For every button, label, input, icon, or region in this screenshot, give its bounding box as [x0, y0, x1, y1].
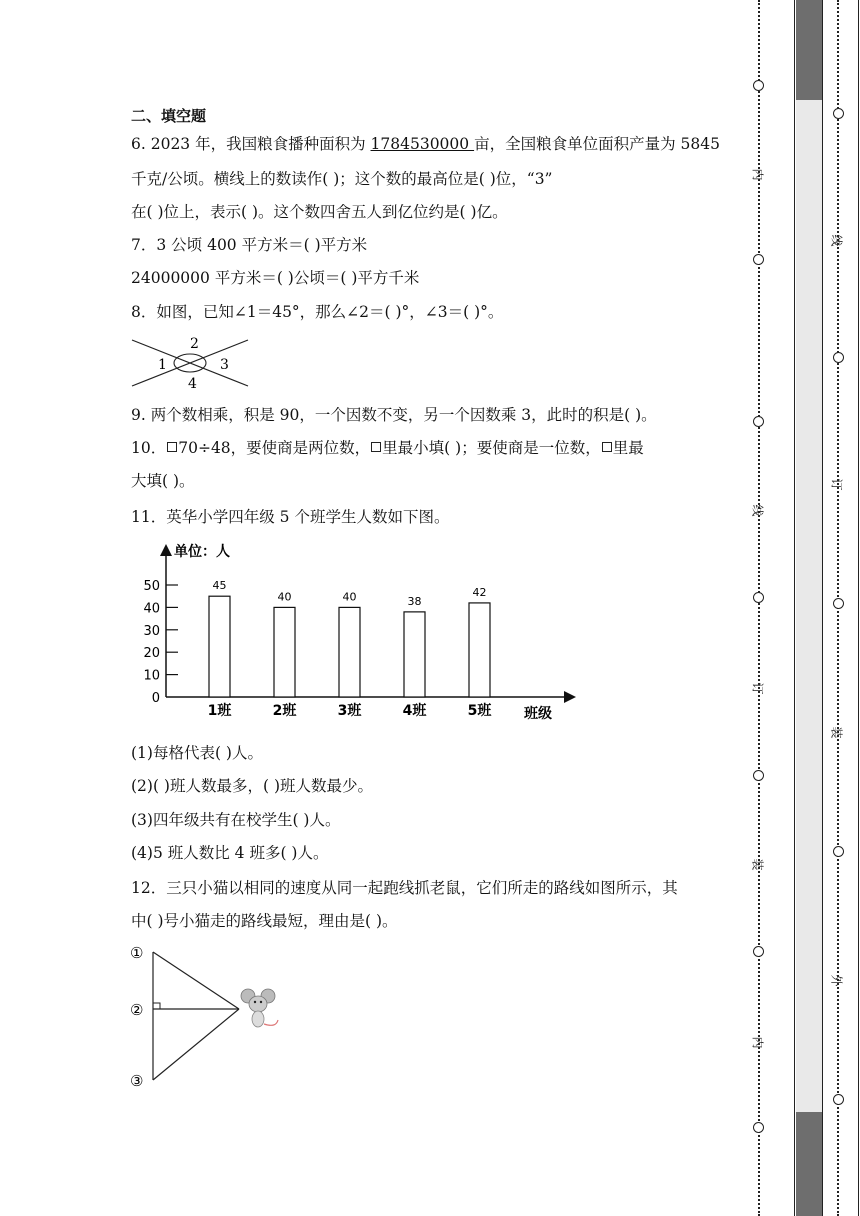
- q12-line2: 中( )号小猫走的路线最短，理由是( )。: [131, 912, 398, 930]
- q11-sub3: (3)四年级共有在校学生( )人。: [131, 811, 341, 829]
- q6-line1: [131, 134, 720, 154]
- angle-label-1: 1: [158, 357, 167, 373]
- bar-value-label: 42: [472, 585, 487, 599]
- outer-label-ding: 订: [829, 478, 844, 491]
- x-category-label: 3班: [337, 703, 362, 719]
- inner-label-nei: 内: [750, 168, 765, 181]
- binding-strip: [750, 0, 860, 1216]
- y-tick-label: 20: [143, 646, 160, 662]
- angle-label-2: 2: [190, 336, 199, 352]
- q11-sub1: (1)每格代表( )人。: [131, 744, 263, 762]
- hole-circle-icon: [753, 1122, 764, 1133]
- y-tick-label: 40: [143, 601, 160, 617]
- bar-value-label: 45: [212, 579, 227, 593]
- inner-border-line: [794, 0, 795, 1216]
- hole-circle-icon: [753, 946, 764, 957]
- angle-label-3: 3: [220, 357, 229, 373]
- blank-square-icon: [167, 442, 177, 452]
- y-tick-label: 0: [151, 691, 160, 706]
- q10-line1: [131, 438, 644, 458]
- q11-sub4: (4)5 班人数比 4 班多( )人。: [131, 844, 329, 862]
- q10-number: 10．: [131, 439, 167, 457]
- q8-line1: 8．如图，已知∠1＝45°，那么∠2＝( )°，∠3＝( )°。: [131, 303, 504, 321]
- gray-bar-bottom: [796, 1112, 822, 1216]
- hole-circle-icon: [833, 846, 844, 857]
- gray-bar-middle: [796, 100, 822, 1112]
- x-category-label: 4班: [402, 703, 427, 719]
- q10-text-d: 里最: [612, 439, 644, 457]
- angle-figure: [128, 334, 258, 392]
- q12-line1: 12．三只小猫以相同的速度从同一起跑线抓老鼠，它们所走的路线如图所示，其: [131, 879, 678, 897]
- bar-3: [339, 607, 360, 697]
- inner-label-ding: 订: [750, 682, 765, 695]
- right-edge-line: [858, 0, 859, 1216]
- inner-label-nei-2: 内: [750, 1036, 765, 1049]
- q6-line3: 在( )位上，表示( )。这个数四舍五人到亿位约是( )亿。: [131, 203, 508, 221]
- mouse-icon: [241, 989, 278, 1027]
- angle-label-4: 4: [188, 376, 197, 392]
- y-tick-label: 50: [143, 579, 160, 594]
- hole-circle-icon: [753, 254, 764, 265]
- inner-label-zhuang: 装: [750, 858, 765, 871]
- x-axis-label: 班级: [524, 706, 552, 722]
- hole-circle-icon: [833, 1094, 844, 1105]
- q11-line1: 11．英华小学四年级 5 个班学生人数如下图。: [131, 508, 450, 526]
- q6-text-a: 6. 2023 年，我国粮食播种面积为: [131, 135, 371, 153]
- outer-label-xian: 线: [829, 234, 844, 247]
- x-category-label: 2班: [272, 703, 297, 719]
- bar-value-label: 38: [407, 594, 422, 608]
- q6-underlined-number: 1784530000: [370, 135, 475, 153]
- blank-square-icon: [602, 442, 612, 452]
- q6-text-b: 亩，全国粮食单位面积产量为 5845: [474, 135, 720, 153]
- q10-text-c: 里最小填( )；要使商是一位数，: [382, 439, 601, 457]
- hole-circle-icon: [833, 108, 844, 119]
- outer-border-line: [822, 0, 823, 1216]
- bar-5: [469, 603, 490, 697]
- bar-value-label: 40: [342, 590, 357, 604]
- bar-chart: [140, 540, 580, 725]
- hole-circle-icon: [753, 80, 764, 91]
- hole-circle-icon: [753, 770, 764, 781]
- q7-line1: 7．3 公顷 400 平方米＝( )平方米: [131, 236, 368, 254]
- blank-square-icon: [371, 442, 381, 452]
- hole-circle-icon: [833, 598, 844, 609]
- inner-dotted-line: [758, 0, 760, 1216]
- y-axis-label: 单位：人: [174, 544, 230, 560]
- y-tick-label: 30: [143, 623, 160, 639]
- q10-line2: 大填( )。: [131, 472, 195, 490]
- q10-text-b: 70÷48，要使商是两位数，: [178, 439, 371, 457]
- q6-line2: 千克/公顷。横线上的数读作( )；这个数的最高位是( )位，“3”: [131, 170, 553, 188]
- hole-circle-icon: [753, 592, 764, 603]
- route-label-3: ③: [130, 1072, 144, 1090]
- outer-label-wai: 外: [829, 974, 844, 987]
- gray-bar-top: [796, 0, 822, 100]
- route-label-2: ②: [130, 1001, 144, 1019]
- inner-label-xian: 线: [750, 504, 765, 517]
- y-tick-label: 10: [143, 668, 160, 684]
- section-title: 二、填空题: [131, 107, 207, 125]
- path-figure: [126, 940, 286, 1092]
- bar-1: [209, 596, 230, 697]
- bar-4: [404, 612, 425, 697]
- bar-value-label: 40: [277, 590, 292, 604]
- q7-line2: 24000000 平方米＝( )公顷＝( )平方千米: [131, 269, 420, 287]
- q9-line1: 9. 两个数相乘，积是 90，一个因数不变，另一个因数乘 3，此时的积是( )。: [131, 406, 657, 424]
- hole-circle-icon: [833, 352, 844, 363]
- x-category-label: 1班: [207, 703, 232, 719]
- route-label-1: ①: [130, 944, 144, 962]
- q11-sub2: (2)( )班人数最多，( )班人数最少。: [131, 777, 373, 795]
- hole-circle-icon: [753, 416, 764, 427]
- outer-label-zhuang: 装: [829, 726, 844, 739]
- x-category-label: 5班: [467, 703, 492, 719]
- bar-2: [274, 607, 295, 697]
